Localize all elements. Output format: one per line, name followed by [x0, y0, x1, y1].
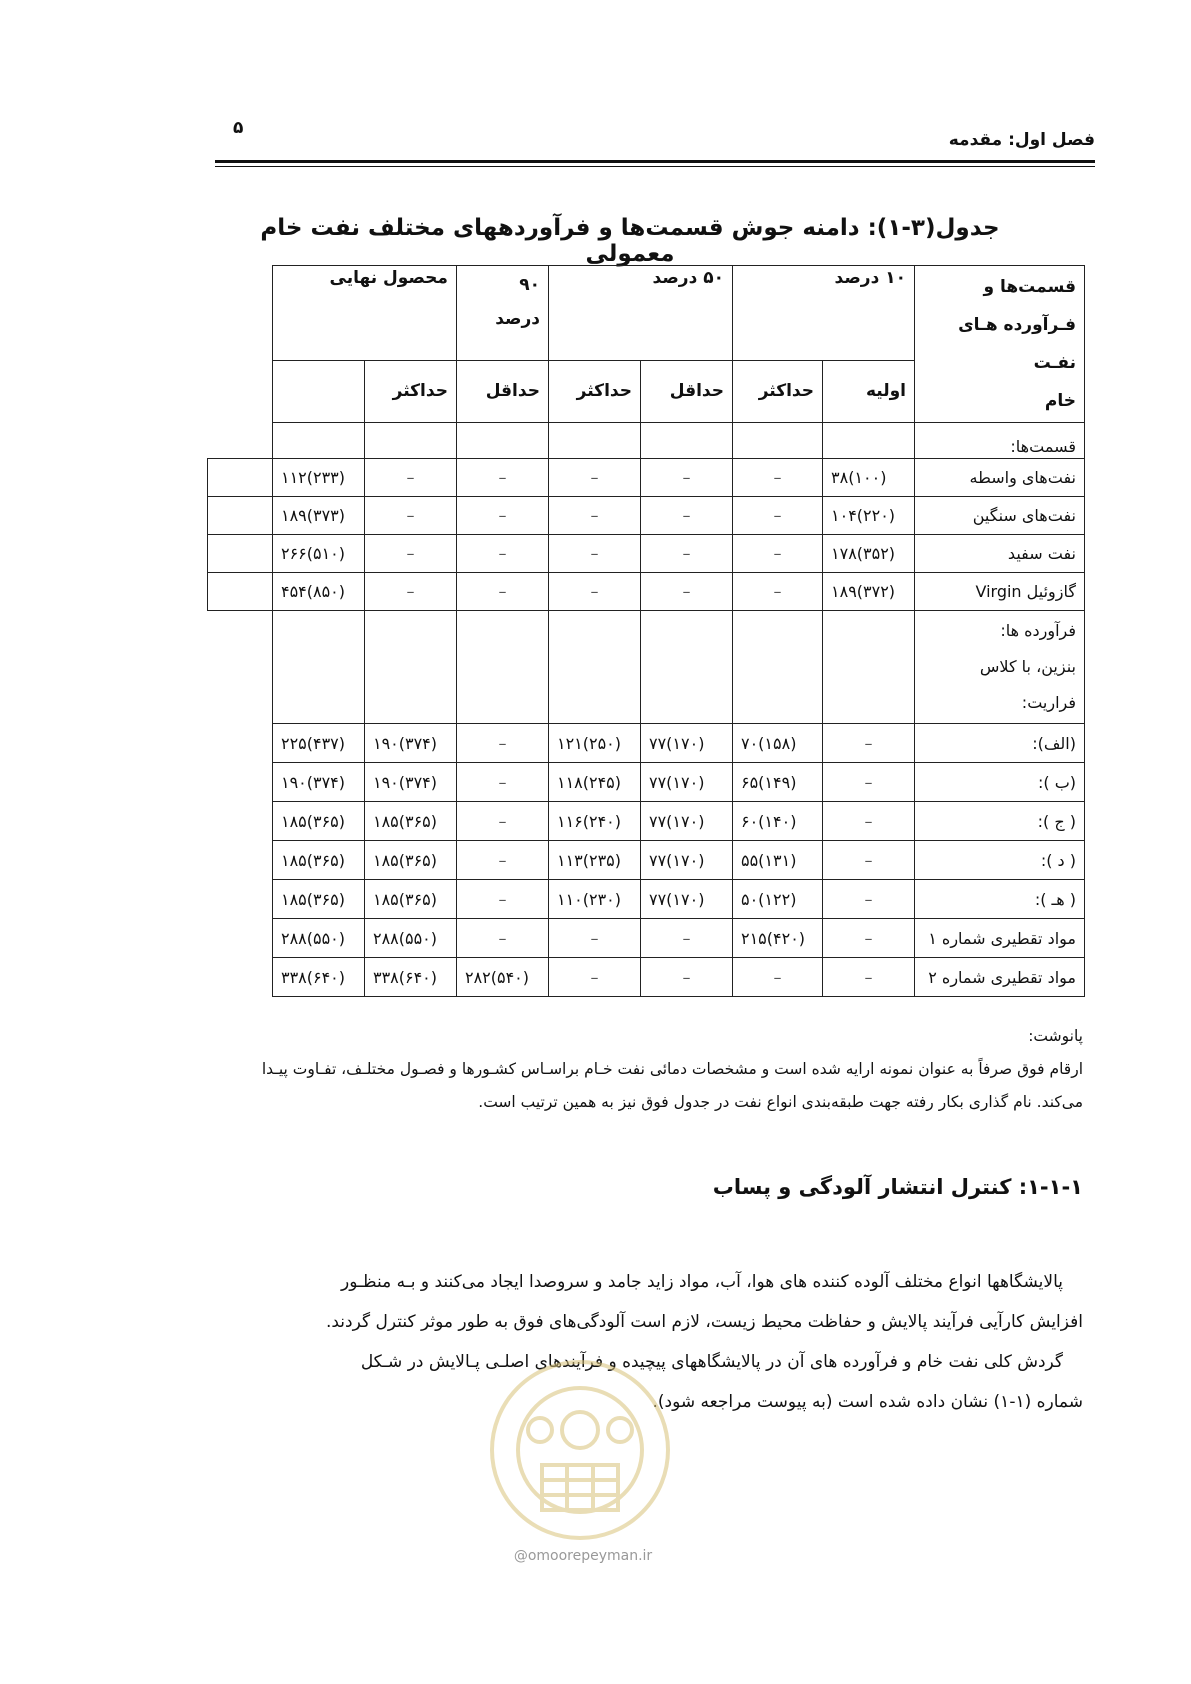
table-cell: ۱۱۰(۲۳۰): [548, 880, 640, 919]
section-label-parts: قسمت‌ها:: [915, 423, 1085, 459]
row-label: گازوئیل Virgin: [915, 573, 1085, 611]
table-cell: –: [548, 573, 640, 611]
boiling-range-table: [207, 265, 1085, 997]
table-cell: ۱۸۵(۳۶۵): [364, 880, 456, 919]
chapter-title: فصل اول: مقدمه: [948, 130, 1095, 150]
sub-initial: اولیه: [823, 360, 915, 422]
paragraph-1-line-1: پالایشگاهها انواع مختلف آلوده کننده های هوا، آب، مواد زاید جامد و سروصدا ایجاد می‌کنند و بـه منظـور: [341, 1272, 1063, 1292]
table-cell: –: [364, 535, 456, 573]
row-label: (ب ):: [915, 763, 1085, 802]
table-cell: ۳۳۸(۶۴۰): [272, 958, 364, 997]
section-label-products: فرآورده ها: بنزین، با کلاس فراریت:: [915, 611, 1085, 724]
table-cell: ۷۷(۱۷۰): [640, 841, 732, 880]
paragraph-2-line-1: گردش کلی نفت خام و فرآورده های آن در پالایشگاههای پیچیده و فرآیندهای اصلـی پـالایش در شـکل: [360, 1352, 1063, 1372]
table-row: [208, 535, 1085, 573]
table-cell: ۱۰۴(۲۲۰): [823, 497, 915, 535]
footnote-title: پانوشت:: [1028, 1027, 1083, 1045]
table-cell: ۴۵۴(۸۵۰): [272, 573, 364, 611]
table-cell: ۷۷(۱۷۰): [640, 763, 732, 802]
table-cell: ۷۷(۱۷۰): [640, 880, 732, 919]
sub-max-10: حداکثر: [732, 360, 822, 422]
row-label: ( ج ):: [915, 802, 1085, 841]
table-cell: ۱۸۹(۳۷۳): [272, 497, 364, 535]
table-cell: –: [456, 497, 548, 535]
table-cell: –: [456, 535, 548, 573]
table-cell: ۱۸۵(۳۶۵): [364, 802, 456, 841]
sub-max-final: حداکثر: [364, 360, 456, 422]
table-cell: –: [823, 841, 915, 880]
row-label: نفت‌های واسطه: [915, 459, 1085, 497]
table-row: [208, 841, 1085, 880]
table-cell: –: [640, 919, 732, 958]
table-row: [208, 958, 1085, 997]
sub-blank: [272, 360, 364, 422]
table-cell: ۱۷۸(۳۵۲): [823, 535, 915, 573]
header-50-percent: ۵۰ درصد: [548, 266, 732, 361]
table-cell: –: [364, 573, 456, 611]
row-label: نفت‌های سنگین: [915, 497, 1085, 535]
table-row: [208, 497, 1085, 535]
table-cell: –: [732, 497, 822, 535]
table-cell: –: [548, 497, 640, 535]
table-cell: –: [640, 459, 732, 497]
table-cell: –: [823, 880, 915, 919]
row-label: ( هـ ):: [915, 880, 1085, 919]
table-cell: ۱۸۵(۳۶۵): [364, 841, 456, 880]
sub-min-50: حداقل: [640, 360, 732, 422]
table-cell: ۱۸۵(۳۶۵): [272, 841, 364, 880]
table-cell: –: [456, 763, 548, 802]
table-cell: ۲۱۵(۴۲۰): [732, 919, 822, 958]
table-cell: ۷۰(۱۵۸): [732, 724, 822, 763]
row-label: ( د ):: [915, 841, 1085, 880]
sub-min-90: حداقل: [456, 360, 548, 422]
table-row: [208, 880, 1085, 919]
table-cell: [208, 497, 273, 535]
table-cell: –: [823, 919, 915, 958]
table-cell: –: [548, 958, 640, 997]
table-cell: –: [732, 958, 822, 997]
table-cell: –: [548, 459, 640, 497]
table-header-row-1: [208, 266, 1085, 361]
table-cell: –: [823, 724, 915, 763]
paragraph-2-line-2: شماره (۱-۱) نشان داده شده است (به پیوست مراجعه شود).: [652, 1392, 1083, 1412]
table-cell: –: [456, 459, 548, 497]
section-row-parts: [208, 423, 1085, 459]
table-caption: جدول(۳-۱): دامنه جوش قسمت‌ها و فرآوردههای مختلف نفت خام معمولی: [260, 215, 1000, 267]
table-cell: –: [548, 919, 640, 958]
header-10-percent: ۱۰ درصد: [732, 266, 914, 361]
table-cell: –: [456, 802, 548, 841]
table-cell: –: [548, 535, 640, 573]
header-90-percent: ۹۰ درصد: [456, 266, 548, 361]
page-header: [215, 112, 1095, 172]
table-cell: –: [456, 919, 548, 958]
table-cell: ۱۱۸(۲۴۵): [548, 763, 640, 802]
table-cell: ۱۹۰(۳۷۴): [364, 763, 456, 802]
table-cell: [208, 573, 273, 611]
row-label: مواد تقطیری شماره ۱: [915, 919, 1085, 958]
table-cell: –: [456, 724, 548, 763]
table-cell: ۳۳۸(۶۴۰): [364, 958, 456, 997]
paragraph-1-line-2: افزایش کارآیی فرآیند پالایش و حفاظت محیط زیست، لازم است آلودگی‌های فوق به طور موثر کنترل گردند.: [325, 1312, 1083, 1332]
watermark-stamp-icon: [480, 1340, 680, 1560]
table-cell: –: [456, 880, 548, 919]
table-cell: ۲۸۸(۵۵۰): [364, 919, 456, 958]
table-cell: ۷۷(۱۷۰): [640, 724, 732, 763]
table-cell: ۲۶۶(۵۱۰): [272, 535, 364, 573]
table-cell: ۱۱۲(۲۳۳): [272, 459, 364, 497]
table-cell: ۶۵(۱۴۹): [732, 763, 822, 802]
table-cell: ۱۲۱(۲۵۰): [548, 724, 640, 763]
table-cell: [208, 535, 273, 573]
table-cell: [208, 459, 273, 497]
table-cell: –: [732, 573, 822, 611]
section-row-products: [208, 611, 1085, 724]
row-label: نفت سفید: [915, 535, 1085, 573]
table-cell: ۵۵(۱۳۱): [732, 841, 822, 880]
footnote-line-1: ارقام فوق صرفاً به عنوان نمونه ارایه شده است و مشخصات دمائی نفت خـام براسـاس کشـورها و فصـول مختلـف، تفـاوت پیـدا: [261, 1060, 1083, 1078]
table-row: [208, 763, 1085, 802]
table-cell: –: [823, 802, 915, 841]
table-row: [208, 573, 1085, 611]
footnote: [208, 1020, 1083, 1119]
table-cell: –: [823, 958, 915, 997]
table-cell: ۱۱۳(۲۳۵): [548, 841, 640, 880]
table-cell: –: [640, 573, 732, 611]
sub-max-50: حداکثر: [548, 360, 640, 422]
table-cell: ۵۰(۱۲۲): [732, 880, 822, 919]
table-cell: ۲۲۵(۴۳۷): [272, 724, 364, 763]
table-cell: –: [732, 535, 822, 573]
header-final-product: محصول نهایی: [272, 266, 456, 361]
label-column-header: قسمت‌ها و فـرآورده هـای نفـت خام: [915, 266, 1085, 423]
row-label: مواد تقطیری شماره ۲: [915, 958, 1085, 997]
table-cell: –: [456, 841, 548, 880]
table-cell: ۲۸۸(۵۵۰): [272, 919, 364, 958]
table-cell: ۷۷(۱۷۰): [640, 802, 732, 841]
section-title: ۱-۱-۱: کنترل انتشار آلودگی و پساب: [712, 1175, 1083, 1199]
table-cell: ۱۸۵(۳۶۵): [272, 880, 364, 919]
header-rule-thick: [215, 160, 1095, 163]
table-cell: –: [732, 459, 822, 497]
table-cell: –: [640, 535, 732, 573]
table-cell: –: [456, 573, 548, 611]
table-cell: ۱۹۰(۳۷۴): [364, 724, 456, 763]
watermark-site: @omoorepeyman.ir: [513, 1548, 653, 1564]
table-cell: –: [640, 958, 732, 997]
table-cell: –: [364, 459, 456, 497]
table-cell: ۱۹۰(۳۷۴): [272, 763, 364, 802]
table-row: [208, 459, 1085, 497]
table-row: [208, 802, 1085, 841]
table-cell: ۲۸۲(۵۴۰): [456, 958, 548, 997]
table-row: [208, 919, 1085, 958]
table-cell: ۱۸۵(۳۶۵): [272, 802, 364, 841]
table-cell: –: [640, 497, 732, 535]
table-cell: –: [364, 497, 456, 535]
table-cell: ۳۸(۱۰۰): [823, 459, 915, 497]
table-cell: ۱۸۹(۳۷۲): [823, 573, 915, 611]
page-number: ۵: [233, 118, 244, 138]
table-row: [208, 724, 1085, 763]
header-rule-thin: [215, 166, 1095, 167]
row-label: (الف):: [915, 724, 1085, 763]
table-cell: ۶۰(۱۴۰): [732, 802, 822, 841]
table-cell: –: [823, 763, 915, 802]
footnote-line-2: می‌کند. نام گذاری بکار رفته جهت طبقه‌بندی انواع نفت در جدول فوق نیز به همین ترتیب است.: [478, 1093, 1083, 1111]
table-cell: ۱۱۶(۲۴۰): [548, 802, 640, 841]
